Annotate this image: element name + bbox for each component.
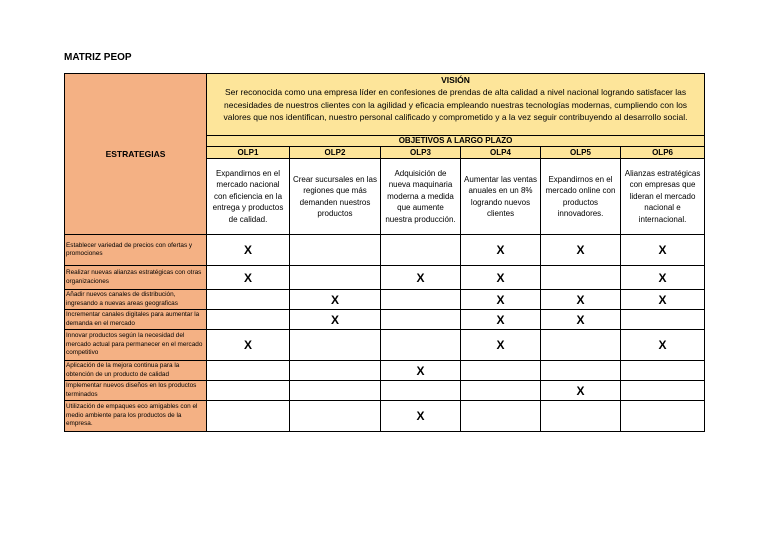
matrix-cell-olp5: X [541,310,621,330]
matrix-cell-olp2: X [290,290,381,310]
objective-description-5: Expandirnos en el mercado online con productos innovadores. [541,159,621,235]
matrix-cell-olp1: X [207,330,290,361]
matrix-cell-olp5 [541,266,621,290]
matrix-cell-olp3 [381,381,461,401]
matrix-cell-olp5 [541,361,621,381]
strategies-header: ESTRATEGIAS [65,74,207,235]
objective-description-6: Alianzas estratégicas con empresas que lideran el mercado nacional e internacional. [621,159,705,235]
strategy-row [65,310,705,330]
matrix-cell-olp3 [381,310,461,330]
objective-code-2: OLP2 [290,147,381,159]
matrix-cell-olp4: X [461,310,541,330]
matrix-cell-olp3: X [381,266,461,290]
matrix-cell-olp3: X [381,401,461,432]
objective-code-4: OLP4 [461,147,541,159]
strategy-row [65,266,705,290]
matrix-cell-olp4: X [461,330,541,361]
objective-code-5: OLP5 [541,147,621,159]
vision-cell [207,74,705,136]
matrix-cell-olp5: X [541,381,621,401]
matrix-cell-olp5: X [541,290,621,310]
matrix-cell-olp4: X [461,235,541,266]
matrix-cell-olp1: X [207,235,290,266]
strategy-row [65,235,705,266]
strategy-label: Utilización de empaques eco amigables con el medio ambiente para los productos de la empresa. [65,401,207,432]
matrix-cell-olp3 [381,290,461,310]
strategy-label: Realizar nuevas alianzas estratégicas con otras organizaciones [65,266,207,290]
matrix-cell-olp1 [207,310,290,330]
strategy-label: Innovar productos según la necesidad del mercado actual para permanecer en el mercado competitivo [65,330,207,361]
matrix-cell-olp2 [290,266,381,290]
matrix-cell-olp6: X [621,330,705,361]
matrix-cell-olp6 [621,381,705,401]
matrix-cell-olp6 [621,401,705,432]
strategy-row [65,381,705,401]
matrix-cell-olp5 [541,330,621,361]
matrix-cell-olp5: X [541,235,621,266]
objective-description-1: Expandirnos en el mercado nacional con eficiencia en la entrega y productos de calidad. [207,159,290,235]
matrix-cell-olp2: X [290,310,381,330]
matrix-cell-olp3 [381,330,461,361]
matrix-cell-olp3: X [381,361,461,381]
matrix-cell-olp1 [207,361,290,381]
matrix-cell-olp2 [290,401,381,432]
matrix-cell-olp6 [621,361,705,381]
matrix-cell-olp4 [461,361,541,381]
strategy-label: Aplicación de la mejora continua para la obtención de un producto de calidad [65,361,207,381]
matrix-cell-olp6 [621,310,705,330]
objective-description-3: Adquisición de nueva maquinaria moderna a medida que aumente nuestra producción. [381,159,461,235]
matrix-cell-olp1 [207,381,290,401]
objective-code-6: OLP6 [621,147,705,159]
matrix-cell-olp6: X [621,235,705,266]
matrix-cell-olp1 [207,290,290,310]
matrix-cell-olp1: X [207,266,290,290]
matrix-cell-olp2 [290,381,381,401]
objective-description-4: Aumentar las ventas anuales en un 8% logrando nuevos clientes [461,159,541,235]
matrix-cell-olp6: X [621,266,705,290]
strategy-row [65,290,705,310]
matrix-cell-olp4 [461,401,541,432]
matrix-cell-olp4: X [461,290,541,310]
strategy-label: Añadir nuevos canales de distribución, ingresando a nuevas areas geograficas [65,290,207,310]
matrix-cell-olp2 [290,330,381,361]
strategy-label: Incrementar canales digitales para aumentar la demanda en el mercado [65,310,207,330]
matrix-cell-olp6: X [621,290,705,310]
objective-description-2: Crear sucursales en las regiones que más demanden nuestros productos [290,159,381,235]
strategy-row [65,401,705,432]
vision-text: Ser reconocida como una empresa líder en confesiones de prendas de alta calidad a nivel nacional logrando satisfacer las necesidades de nuestros clientes con la agilidad y eficacia empleando nuestras tecnologías modernas, cumpliendo con los valores que nos identifican, nuestro personal calificado y comprometido y a la vez seguir contribuyendo al desarrollo social. [223,87,688,123]
peop-matrix-table [64,73,705,432]
matrix-cell-olp1 [207,401,290,432]
matrix-cell-olp4: X [461,266,541,290]
objectives-header: OBJETIVOS A LARGO PLAZO [207,136,705,147]
vision-title: VISIÓN [441,75,470,85]
matrix-cell-olp2 [290,361,381,381]
strategy-label: Implementar nuevos diseños en los productos terminados [65,381,207,401]
matrix-cell-olp5 [541,401,621,432]
document-title: MATRIZ PEOP [64,52,132,63]
strategy-label: Establecer variedad de precios con ofertas y promociones [65,235,207,266]
objective-code-1: OLP1 [207,147,290,159]
strategy-row [65,361,705,381]
strategy-row [65,330,705,361]
objective-code-3: OLP3 [381,147,461,159]
matrix-cell-olp4 [461,381,541,401]
matrix-cell-olp2 [290,235,381,266]
matrix-cell-olp3 [381,235,461,266]
